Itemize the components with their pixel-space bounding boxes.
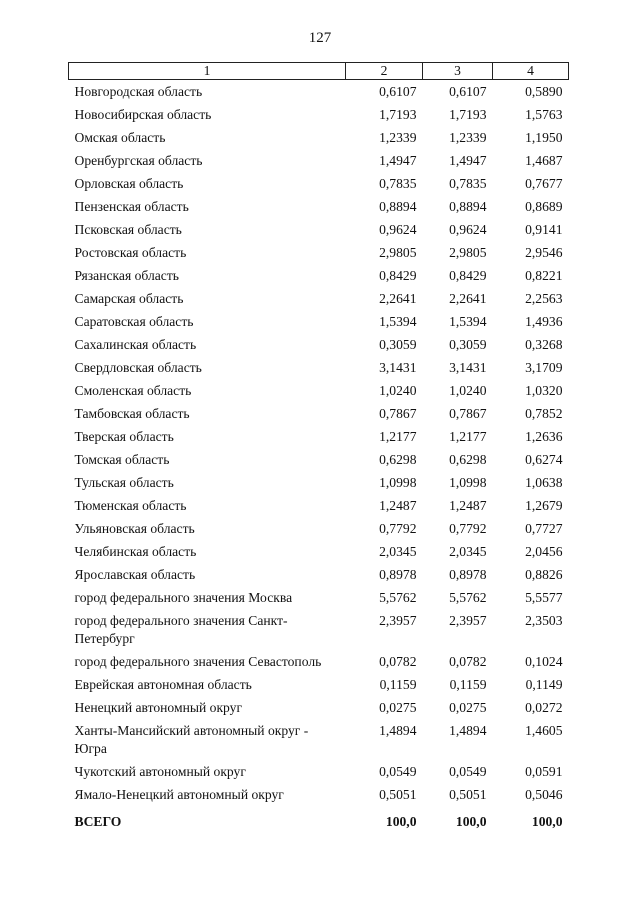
value-col4: 0,7727 [525,521,563,536]
value-col2: 1,5394 [379,314,417,329]
table-row [69,541,569,564]
region-name: город федерального значения Санкт-Петербург [74,613,288,646]
value-col2: 0,0275 [379,700,417,715]
value-col2: 0,6298 [379,452,417,467]
table-row [69,720,569,761]
value-col3: 1,7193 [449,107,487,122]
region-name: Еврейская автономная область [74,677,252,692]
value-col4: 0,7677 [525,176,563,191]
table-row [69,334,569,357]
value-col2: 2,3957 [379,613,417,628]
value-col3: 1,2177 [449,429,487,444]
region-name: город федерального значения Москва [74,590,293,605]
region-name: Тамбовская область [74,406,190,421]
table-row [69,426,569,449]
value-col4: 0,1149 [525,677,563,692]
value-col4: 1,4936 [525,314,563,329]
value-col3: 0,5051 [449,787,487,802]
value-col3: 2,2641 [449,291,487,306]
value-col2: 0,7867 [379,406,417,421]
region-name: Новгородская область [74,84,203,99]
table-row [69,674,569,697]
table-row [69,495,569,518]
value-col4: 0,1024 [525,654,563,669]
value-col2: 0,1159 [379,677,417,692]
value-col3: 3,1431 [449,360,487,375]
value-col4: 0,0591 [525,764,563,779]
value-col4: 1,2679 [525,498,563,513]
table-row [69,564,569,587]
value-col4: 1,0320 [525,383,563,398]
column-header-1: 1 [69,63,346,80]
value-col2: 2,2641 [379,291,417,306]
region-name: Свердловская область [74,360,202,375]
value-col4: 1,0638 [525,475,563,490]
total-value-col4: 100,0 [531,814,563,829]
value-col4: 1,2636 [525,429,563,444]
region-name: Ярославская область [74,567,196,582]
page-number: 127 [308,30,332,46]
total-value-col3: 100,0 [455,814,487,829]
total-row [69,807,569,831]
table-row [69,380,569,403]
value-col4: 1,1950 [525,130,563,145]
value-col2: 2,9805 [379,245,417,260]
table-row [69,104,569,127]
value-col4: 0,6274 [525,452,563,467]
value-col2: 0,8429 [379,268,417,283]
value-col3: 0,7792 [449,521,487,536]
value-col3: 0,7835 [449,176,487,191]
table-row [69,403,569,426]
value-col2: 0,7835 [379,176,417,191]
value-col2: 1,2487 [379,498,417,513]
table-row [69,219,569,242]
value-col3: 1,2487 [449,498,487,513]
value-col4: 0,8826 [525,567,563,582]
table-row [69,518,569,541]
value-col2: 5,5762 [379,590,417,605]
value-col2: 1,2339 [379,130,417,145]
region-name: Смоленская область [74,383,192,398]
value-col2: 3,1431 [379,360,417,375]
value-col4: 2,2563 [525,291,563,306]
value-col3: 0,0275 [449,700,487,715]
region-name: Ростовская область [74,245,187,260]
value-col2: 1,0240 [379,383,417,398]
region-name: Пензенская область [74,199,189,214]
table-row [69,242,569,265]
value-col2: 0,8978 [379,567,417,582]
value-col3: 2,3957 [449,613,487,628]
value-col3: 5,5762 [449,590,487,605]
region-name: Самарская область [74,291,184,306]
table-row [69,587,569,610]
value-col4: 0,8689 [525,199,563,214]
table-row [69,784,569,807]
value-col4: 0,3268 [525,337,563,352]
value-col3: 1,2339 [449,130,487,145]
table-row [69,80,569,105]
value-col4: 5,5577 [525,590,563,605]
region-name: Омская область [74,130,166,145]
table-footer [69,807,569,831]
region-name: Чукотский автономный округ [74,764,246,779]
value-col4: 0,8221 [525,268,563,283]
table-row [69,150,569,173]
region-name: Ульяновская область [74,521,195,536]
value-col3: 1,5394 [449,314,487,329]
value-col3: 0,3059 [449,337,487,352]
table-row [69,761,569,784]
value-col2: 0,0782 [379,654,417,669]
header-row [69,63,569,80]
value-col2: 0,3059 [379,337,417,352]
table-row [69,265,569,288]
value-col2: 1,4894 [379,723,417,738]
column-header-3: 3 [423,63,493,80]
region-name: Тюменская область [74,498,187,513]
column-header-2: 2 [346,63,423,80]
value-col4: 2,9546 [525,245,563,260]
value-col4: 0,7852 [525,406,563,421]
value-col3: 1,4947 [449,153,487,168]
value-col2: 0,6107 [379,84,417,99]
value-col3: 0,8894 [449,199,487,214]
table-row [69,610,569,651]
table-row [69,651,569,674]
value-col2: 1,2177 [379,429,417,444]
value-col4: 2,0456 [525,544,563,559]
value-col4: 1,5763 [525,107,563,122]
value-col3: 2,9805 [449,245,487,260]
region-name: Ненецкий автономный округ [74,700,243,715]
value-col4: 0,9141 [525,222,563,237]
value-col3: 1,0240 [449,383,487,398]
value-col3: 1,4894 [449,723,487,738]
value-col2: 1,0998 [379,475,417,490]
table-row [69,288,569,311]
value-col4: 3,1709 [525,360,563,375]
value-col3: 0,8978 [449,567,487,582]
value-col3: 0,0549 [449,764,487,779]
allocation-table [68,62,569,831]
value-col2: 1,4947 [379,153,417,168]
region-name: Томская область [74,452,170,467]
value-col4: 1,4605 [525,723,563,738]
table-row [69,449,569,472]
value-col3: 0,7867 [449,406,487,421]
total-label: ВСЕГО [74,814,122,829]
region-name: Тульская область [74,475,174,490]
table-row [69,472,569,495]
column-header-4: 4 [493,63,569,80]
table-header [69,63,569,80]
region-name: город федерального значения Севастополь [74,654,322,669]
value-col4: 1,4687 [525,153,563,168]
value-col3: 0,8429 [449,268,487,283]
table-row [69,697,569,720]
table-row [69,357,569,380]
table-row [69,311,569,334]
region-name: Тверская область [74,429,174,444]
value-col2: 2,0345 [379,544,417,559]
table-row [69,127,569,150]
region-name: Челябинская область [74,544,197,559]
value-col2: 0,8894 [379,199,417,214]
value-col2: 0,0549 [379,764,417,779]
value-col4: 2,3503 [525,613,563,628]
region-name: Оренбургская область [74,153,203,168]
region-name: Ямало-Ненецкий автономный округ [74,787,284,802]
value-col3: 0,1159 [449,677,487,692]
value-col4: 0,5046 [525,787,563,802]
region-name: Сахалинская область [74,337,197,352]
region-name: Новосибирская область [74,107,212,122]
region-name: Саратовская область [74,314,194,329]
value-col2: 0,7792 [379,521,417,536]
table-row [69,196,569,219]
region-name: Рязанская область [74,268,179,283]
value-col4: 0,0272 [525,700,563,715]
value-col3: 0,6107 [449,84,487,99]
total-value-col2: 100,0 [385,814,417,829]
region-name: Ханты-Мансийский автономный округ - Югра [74,723,309,756]
value-col4: 0,5890 [525,84,563,99]
value-col3: 0,9624 [449,222,487,237]
region-name: Орловская область [74,176,184,191]
value-col3: 0,6298 [449,452,487,467]
value-col2: 0,5051 [379,787,417,802]
table-body [69,80,569,808]
region-name: Псковская область [74,222,182,237]
value-col3: 2,0345 [449,544,487,559]
value-col2: 1,7193 [379,107,417,122]
value-col3: 0,0782 [449,654,487,669]
value-col2: 0,9624 [379,222,417,237]
value-col3: 1,0998 [449,475,487,490]
table-row [69,173,569,196]
